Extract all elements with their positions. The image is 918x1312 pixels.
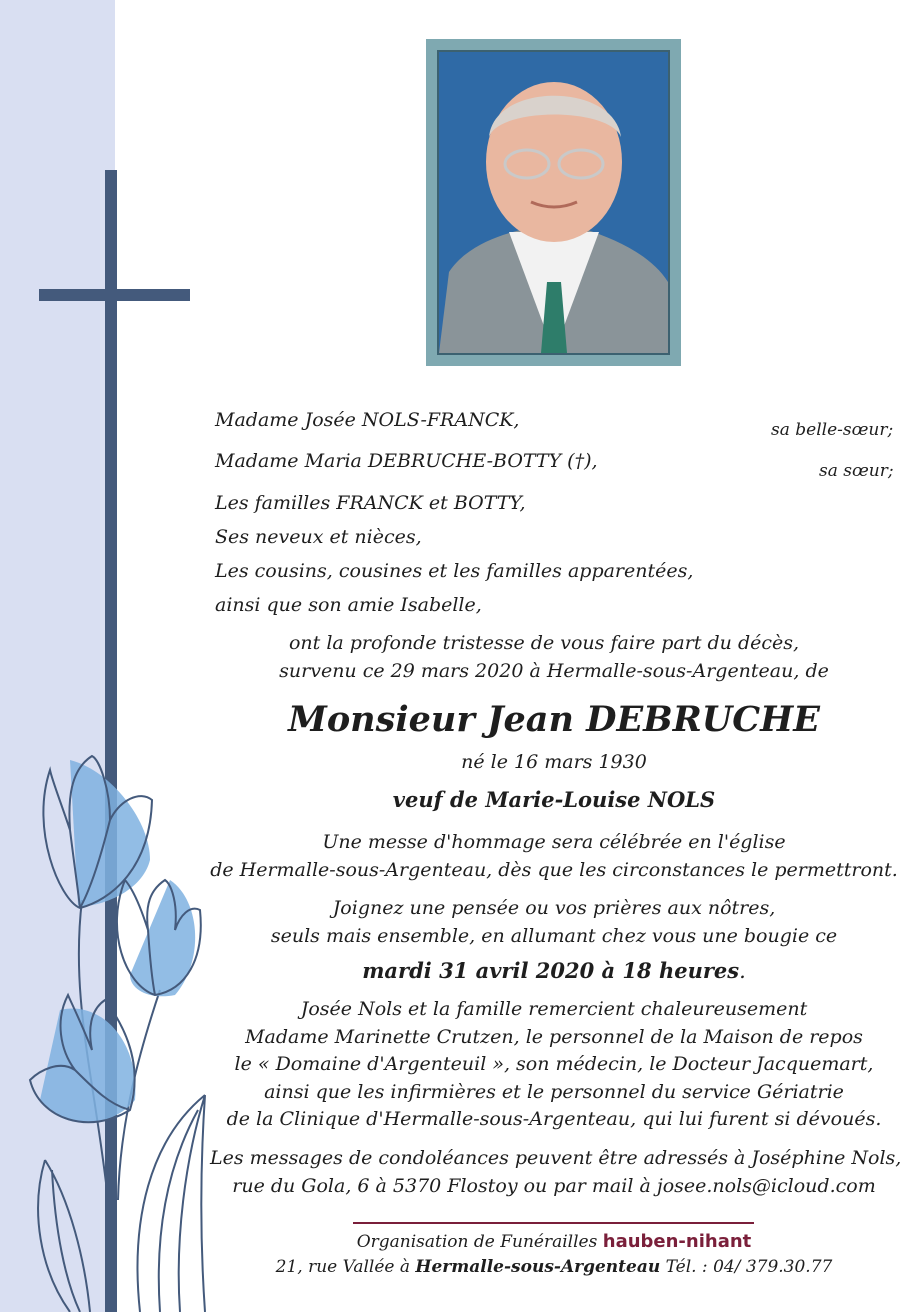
mass-line-1: Une messe d'hommage sera célébrée en l'église xyxy=(322,831,786,853)
portrait-photo xyxy=(437,50,670,355)
tulip-flowers-icon xyxy=(30,756,205,1312)
family-line-3: Les familles FRANCK et BOTTY, xyxy=(215,492,526,514)
family-line-2: Madame Maria DEBRUCHE-BOTTY (†), xyxy=(215,450,598,472)
phone-number: Tél. : 04/ 379.30.77 xyxy=(665,1257,833,1277)
thanks-line-2: Madame Marinette Crutzen, le personnel de la Maison de repos xyxy=(245,1026,863,1048)
address-town: Hermalle-sous-Argenteau xyxy=(415,1257,661,1277)
announcement-line-2: survenu ce 29 mars 2020 à Hermalle-sous-Argenteau, de xyxy=(279,660,829,682)
funeral-address xyxy=(210,1257,898,1277)
prayer-line-1: Joignez une pensée ou vos prières aux nôtres, xyxy=(332,897,776,919)
thanks-line-4: ainsi que les infirmières et le personnel du service Gériatrie xyxy=(264,1081,844,1103)
announcement-line-1: ont la profonde tristesse de vous faire part du décès, xyxy=(288,632,800,654)
family-line-6: ainsi que son amie Isabelle, xyxy=(215,594,482,616)
prayer-line-2: seuls mais ensemble, en allumant chez vous une bougie ce xyxy=(270,925,838,947)
family-line-5: Les cousins, cousines et les familles apparentées, xyxy=(215,560,694,582)
family-line-4: Ses neveux et nièces, xyxy=(215,526,422,548)
mass-line-2: de Hermalle-sous-Argenteau, dès que les circonstances le permettront. xyxy=(210,859,898,881)
address-prefix: 21, rue Vallée à xyxy=(275,1257,411,1277)
condolences-line-2: rue du Gola, 6 à 5370 Flostoy ou par mail à josee.nols@icloud.com xyxy=(232,1175,876,1197)
condolences-line-1: Les messages de condoléances peuvent être adressés à Joséphine Nols, xyxy=(210,1147,902,1169)
organisation-label: Organisation de Funérailles xyxy=(356,1232,598,1252)
vigil-date-period: . xyxy=(739,959,746,983)
funeral-brand-logo: hauben-nihant xyxy=(602,1231,752,1252)
vigil-date-line xyxy=(210,958,898,983)
thanks-line-5: de la Clinique d'Hermalle-sous-Argenteau, qui lui furent si dévoués. xyxy=(226,1108,882,1130)
portrait-frame xyxy=(426,39,681,366)
thanks-line-1: Josée Nols et la famille remercient chaleureusement xyxy=(300,998,808,1020)
footer-divider xyxy=(353,1222,754,1224)
birth-date: né le 16 mars 1930 xyxy=(461,751,647,773)
deceased-name: Monsieur Jean DEBRUCHE xyxy=(288,699,820,740)
family-line-1: Madame Josée NOLS-FRANCK, xyxy=(215,409,520,431)
family-relation-1: sa belle-sœur; xyxy=(771,420,894,440)
widow-of: veuf de Marie-Louise NOLS xyxy=(392,787,716,812)
funeral-organisation xyxy=(210,1231,898,1252)
family-relation-2: sa sœur; xyxy=(819,461,894,481)
thanks-line-3: le « Domaine d'Argenteuil », son médecin, le Docteur Jacquemart, xyxy=(234,1053,874,1075)
cross-and-tulips-decoration xyxy=(0,0,230,1312)
vigil-date: mardi 31 avril 2020 à 18 heures xyxy=(362,958,740,983)
